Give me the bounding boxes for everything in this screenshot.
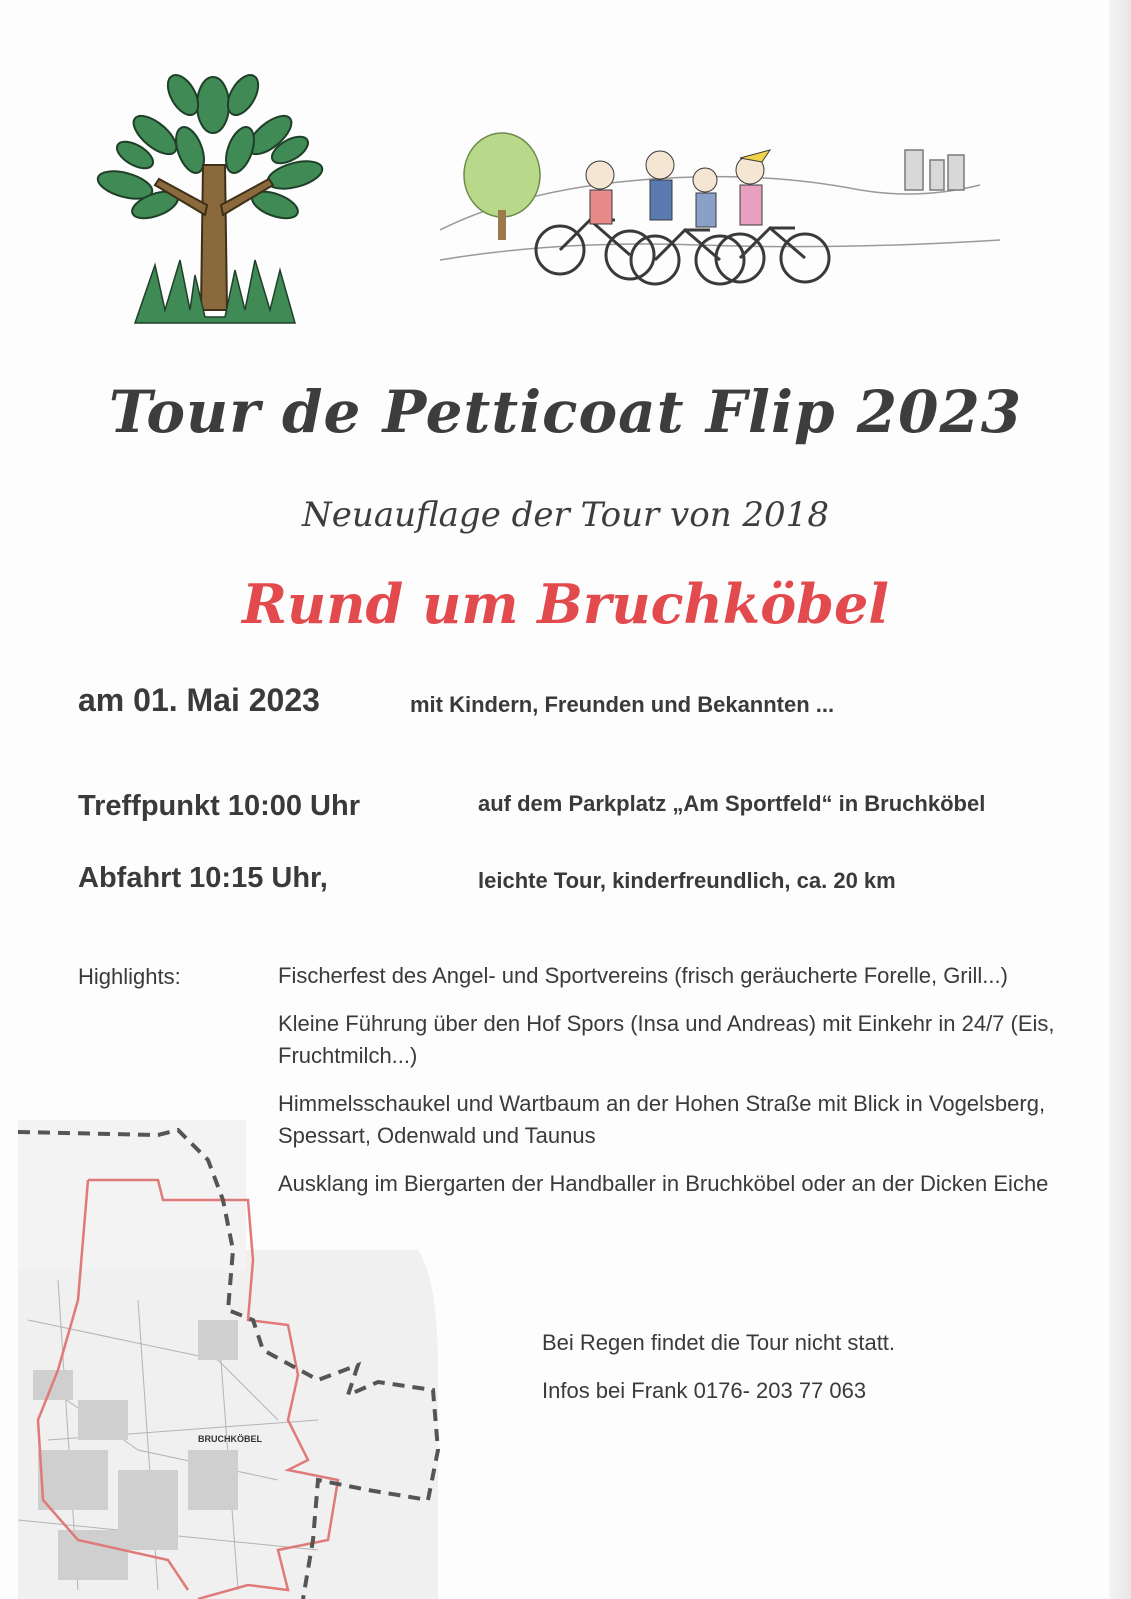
highlight-item: Himmelsschaukel und Wartbaum an der Hohen Straße mit Blick in Vogelsberg, Spessart, Odenwald und Taunus	[278, 1091, 1046, 1148]
cyclists-illustration	[440, 120, 1000, 320]
meeting-place: auf dem Parkplatz „Am Sportfeld“ in Bruchköbel	[478, 791, 986, 816]
departure-note: leichte Tour, kinderfreundlich, ca. 20 km	[478, 868, 896, 893]
rain-notice: Bei Regen findet die Tour nicht statt.	[542, 1330, 896, 1355]
event-date-note: mit Kindern, Freunden und Bekannten ...	[410, 692, 835, 717]
highlight-item: Kleine Führung über den Hof Spors (Insa und Andreas) mit Einkehr in 24/7 (Eis, Fruchtmilch...)	[278, 1011, 1055, 1068]
castle	[905, 150, 964, 190]
highlight-item: Fischerfest des Angel- und Sportvereins (frisch geräucherte Forelle, Grill...)	[278, 963, 1008, 988]
tree-bush	[464, 133, 540, 240]
event-date: am 01. Mai 2023	[78, 682, 320, 718]
tree-illustration	[95, 65, 335, 335]
highlight-item: Ausklang im Biergarten der Handballer in Bruchköbel oder an der Dicken Eiche	[278, 1171, 1049, 1196]
meeting-time: Treffpunkt 10:00 Uhr	[78, 790, 360, 822]
poster-headline: Rund um Bruchköbel	[242, 572, 889, 636]
poster-title: Tour de Petticoat Flip 2023	[108, 378, 1023, 446]
riders	[586, 150, 770, 227]
bicycles	[536, 220, 829, 284]
highlights-label: Highlights:	[78, 964, 181, 989]
map-town-label: BRUCHKÖBEL	[198, 1434, 262, 1444]
route-map	[18, 1120, 446, 1599]
contact-info: Infos bei Frank 0176- 203 77 063	[542, 1378, 867, 1403]
poster-subtitle: Neuauflage der Tour von 2018	[302, 495, 829, 535]
scan-edge	[1109, 0, 1131, 1599]
departure-time: Abfahrt 10:15 Uhr,	[78, 862, 328, 894]
